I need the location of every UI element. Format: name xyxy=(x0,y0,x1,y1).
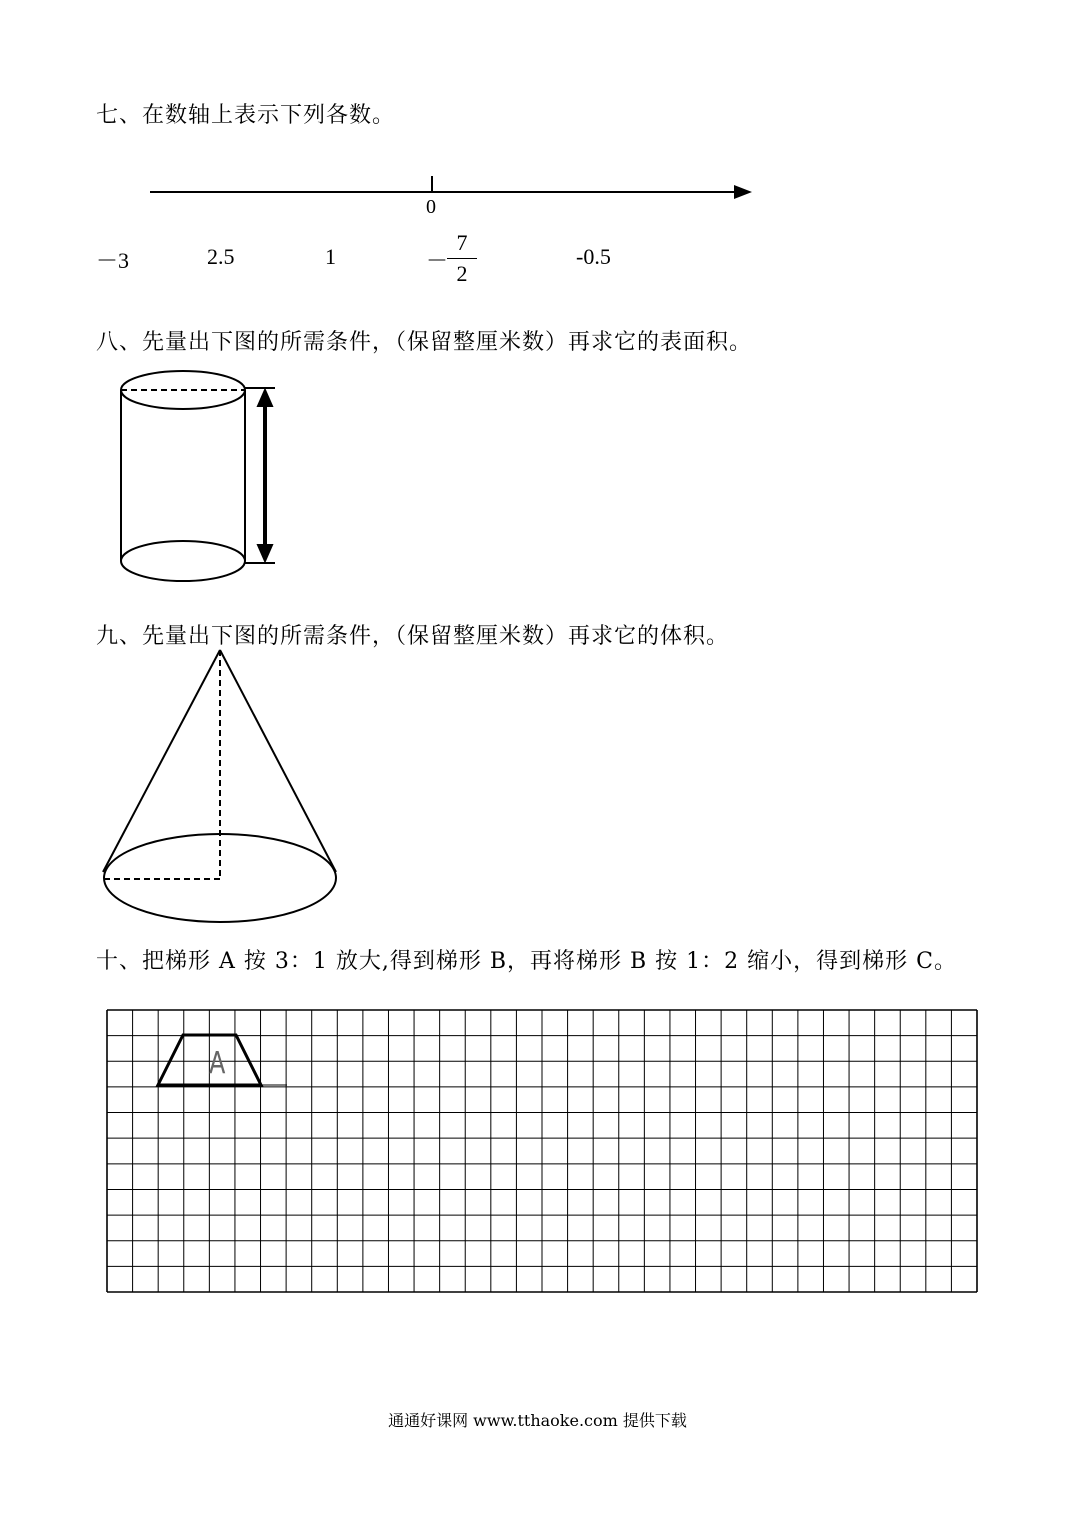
q9-title: 九、先量出下图的所需条件，（保留整厘米数）再求它的体积。 xyxy=(96,624,730,649)
trapezoid-label: A xyxy=(209,1046,226,1081)
number-neg-3: －3 xyxy=(96,248,130,273)
number-zero-label: 0 xyxy=(426,196,436,218)
cone-diagram xyxy=(103,650,336,922)
fraction-neg-7-2 xyxy=(447,230,477,287)
fraction-bar xyxy=(447,258,477,259)
q10-title: 十、把梯形 A 按 3：1 放大,得到梯形 B，再将梯形 B 按 1：2 缩小，得到梯形 C。 xyxy=(96,949,957,974)
cylinder-diagram xyxy=(121,371,275,581)
grid-paper xyxy=(107,1010,977,1292)
number-2-5: 2.5 xyxy=(207,244,235,269)
fraction-numerator: 7 xyxy=(456,230,468,255)
number-1: 1 xyxy=(325,244,336,269)
q7-title: 七、在数轴上表示下列各数。 xyxy=(96,103,396,128)
footer: 通通好课网 www.tthaoke.com 提供下载 xyxy=(388,1411,687,1430)
fraction-denominator: 2 xyxy=(456,261,468,286)
fraction-sign: － xyxy=(426,248,449,273)
number-neg-0-5: -0.5 xyxy=(576,244,611,269)
q8-title: 八、先量出下图的所需条件，（保留整厘米数）再求它的表面积。 xyxy=(96,330,753,355)
